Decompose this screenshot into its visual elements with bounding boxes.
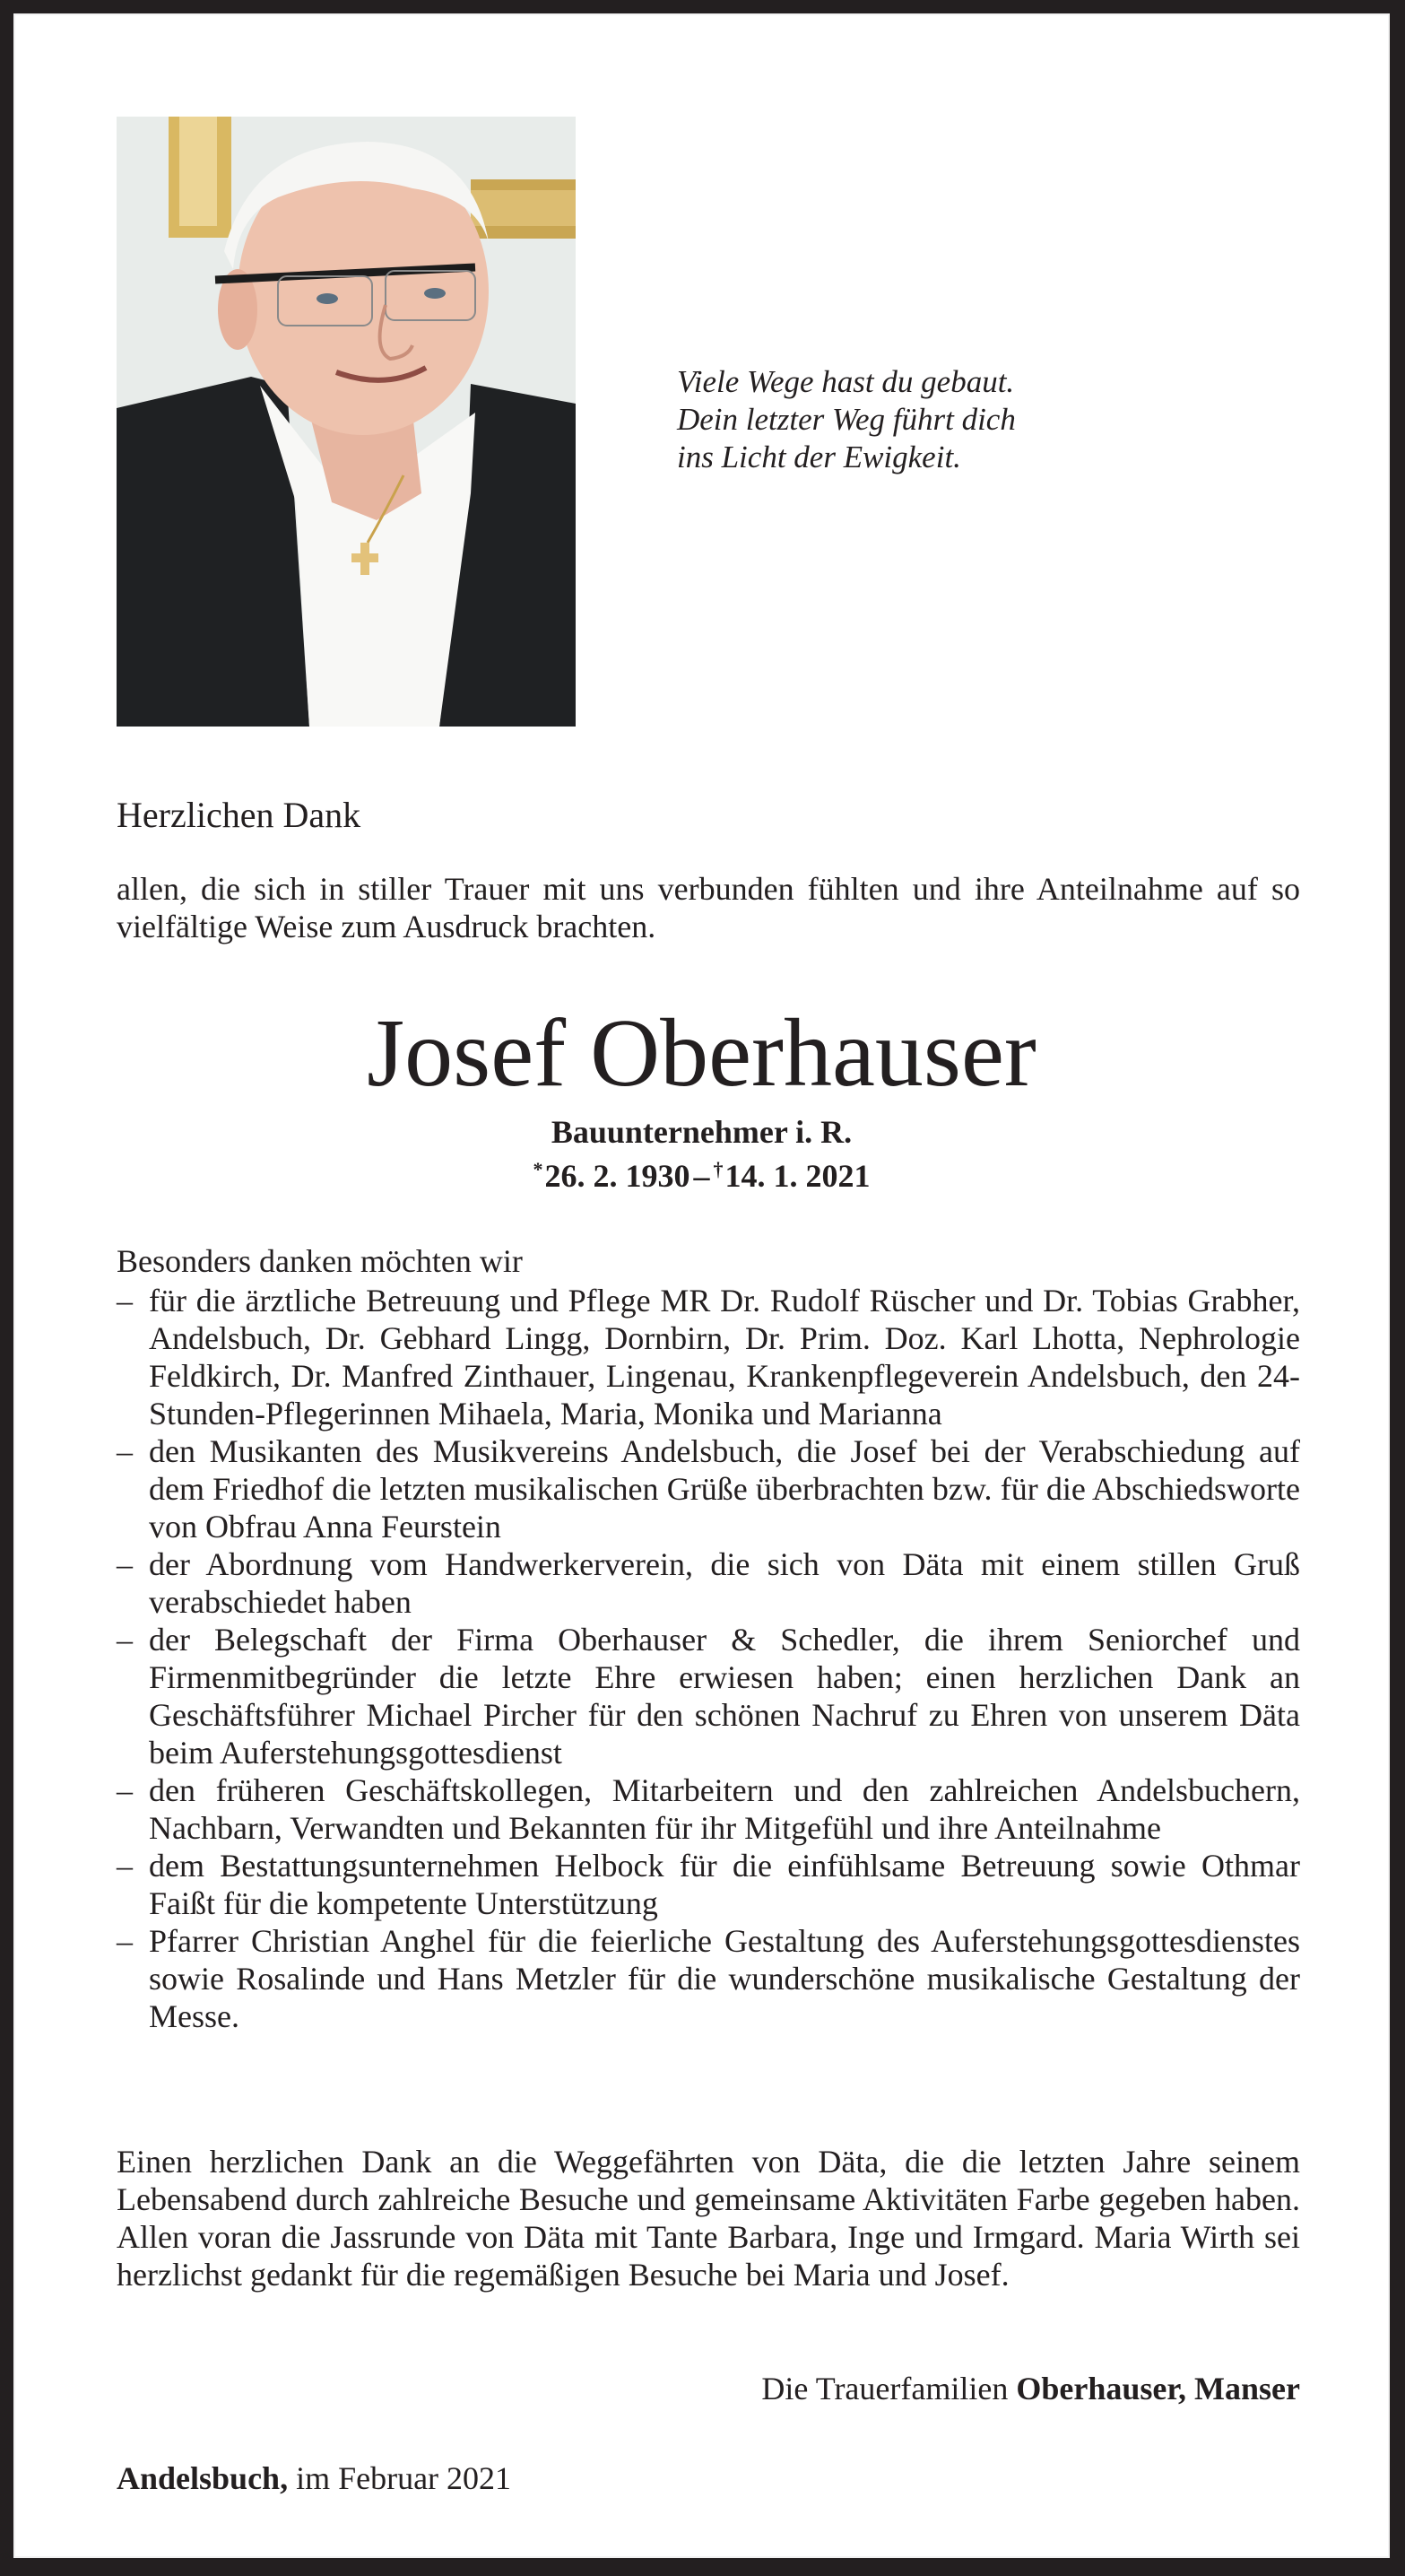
- special-thanks-list: [117, 1282, 1300, 2035]
- closing-paragraph: Einen herzlichen Dank an die Weggefährten von Däta, die die letzten Jahre seinem Lebensabend durch zahlreiche Besuche und gemeinsame Aktivitäten Farbe gegeben haben. Allen voran die Jassrunde von Däta mit Tante Barbara, Inge und Irmgard. Maria Wirth sei herzlichst gedankt für die regemäßigen Besuche bei Maria und Josef.: [117, 2144, 1300, 2293]
- dash-bullet-icon: –: [117, 1433, 133, 1469]
- portrait-photo: [117, 117, 576, 727]
- list-item-text: für die ärztliche Betreuung und Pflege MR Dr. Rudolf Rüscher und Dr. Tobias Grabher, Andelsbuch, Dr. Gebhard Lingg, Dornbirn, Dr. Prim. Doz. Karl Lhotta, Nephrologie Feldkirch, Dr. Manfred Zinthauer, Lingenau, Krankenpflegeverein Andelsbuch, den 24-Stunden-Pflegerinnen Mihaela, Maria, Monika und Marianna: [149, 1283, 1300, 1432]
- life-dates: [13, 1151, 1390, 1195]
- place: Andelsbuch,: [117, 2460, 289, 2496]
- signature-families: Oberhauser, Manser: [1016, 2371, 1300, 2406]
- list-item-text: den früheren Geschäftskollegen, Mitarbeitern und den zahlreichen Andelsbuchern, Nachbarn, Verwandten und Bekannten für ihr Mitgefühl und ihre Anteilnahme: [149, 1772, 1300, 1846]
- place-date: [117, 2459, 511, 2497]
- list-item: [117, 1432, 1300, 1545]
- dash-bullet-icon: –: [117, 1923, 133, 1959]
- special-thanks-intro: Besonders danken möchten wir: [117, 1243, 523, 1279]
- obituary-page: [13, 13, 1390, 2558]
- deceased-name: Josef Oberhauser: [367, 1000, 1036, 1107]
- date: im Februar 2021: [296, 2460, 512, 2496]
- dash-bullet-icon: –: [117, 1772, 133, 1808]
- intro-paragraph: allen, die sich in stiller Trauer mit uns verbunden fühlten und ihre Anteilnahme auf so vielfältige Weise zum Ausdruck brachten.: [117, 871, 1300, 944]
- birth-star-icon: *: [533, 1158, 543, 1180]
- signature: [761, 2370, 1300, 2407]
- list-item: [117, 1282, 1300, 1432]
- list-item: [117, 1621, 1300, 1771]
- dash-bullet-icon: –: [117, 1283, 133, 1318]
- death-date: 14. 1. 2021: [724, 1158, 871, 1194]
- motto-line: ins Licht der Ewigkeit.: [677, 439, 961, 474]
- list-item-text: Pfarrer Christian Anghel für die feierliche Gestaltung des Auferstehungsgottesdienstes sowie Rosalinde und Hans Metzler für die wunderschöne musikalische Gestaltung der Messe.: [149, 1923, 1300, 2034]
- dash-bullet-icon: –: [117, 1848, 133, 1884]
- list-item: [117, 1545, 1300, 1621]
- death-cross-icon: †: [713, 1158, 724, 1180]
- dash-bullet-icon: –: [117, 1622, 133, 1658]
- list-item-text: der Abordnung vom Handwerkerverein, die sich von Däta mit einem stillen Gruß verabschiedet haben: [149, 1546, 1300, 1620]
- motto-line: Dein letzter Weg führt dich: [677, 402, 1016, 437]
- motto-quote: [677, 363, 1016, 476]
- list-item-text: den Musikanten des Musikvereins Andelsbuch, die Josef bei der Verabschiedung auf dem Friedhof die letzten musikalischen Grüße überbrachten bzw. für die Abschiedsworte von Obfrau Anna Feurstein: [149, 1433, 1300, 1545]
- deceased-block: [13, 1000, 1390, 1195]
- list-item: [117, 1922, 1300, 2035]
- thanks-heading: Herzlichen Dank: [117, 795, 361, 835]
- list-item: [117, 1847, 1300, 1922]
- deceased-profession: Bauunternehmer i. R.: [551, 1114, 853, 1150]
- birth-date: 26. 2. 1930: [544, 1158, 690, 1194]
- motto-line: Viele Wege hast du gebaut.: [677, 364, 1015, 399]
- list-item-text: der Belegschaft der Firma Oberhauser & Schedler, die ihrem Seniorchef und Firmenmitbegründer die letzte Ehre erwiesen haben; einen herzlichen Dank an Geschäftsführer Michael Pircher für den schönen Nachruf zu Ehren von unserem Däta beim Auferstehungsgottesdienst: [149, 1622, 1300, 1771]
- dash-bullet-icon: –: [117, 1546, 133, 1582]
- signature-prefix: Die Trauerfamilien: [761, 2371, 1009, 2406]
- list-item: [117, 1771, 1300, 1847]
- date-separator: –: [693, 1158, 710, 1194]
- portrait-image: [117, 117, 576, 727]
- list-item-text: dem Bestattungsunternehmen Helbock für die einfühlsame Betreuung sowie Othmar Faißt für die kompetente Unterstützung: [149, 1848, 1300, 1921]
